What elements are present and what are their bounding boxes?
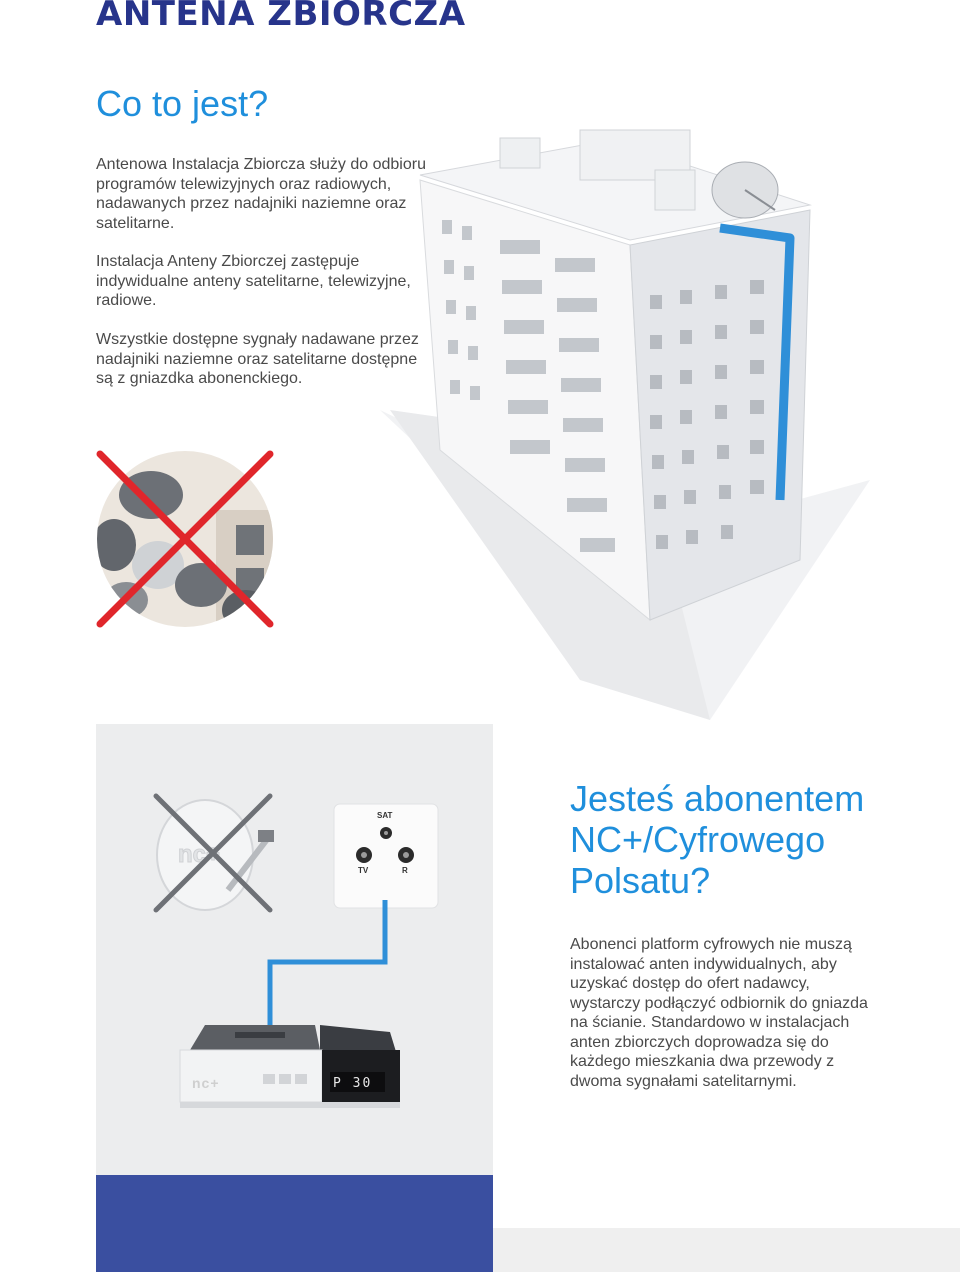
dish-brand-text: nc+ <box>178 841 221 868</box>
intro-paragraph-2: Instalacja Anteny Zbiorczej zastępuje indywidualne anteny satelitarne, telewizyjne, radiowe. <box>96 253 411 309</box>
connection-cable <box>260 895 400 1035</box>
intro-heading: Co to jest? <box>96 83 269 124</box>
receiver-display: P 30 <box>333 1076 373 1091</box>
set-top-receiver <box>175 1020 410 1115</box>
receiver-brand: nc+ <box>192 1075 220 1091</box>
socket-r-label: R <box>402 866 408 875</box>
subscriber-heading: Jesteś abonentem NC+/Cyfrowego Polsatu? <box>570 778 865 901</box>
subscriber-paragraph: Abonenci platform cyfrowych nie muszą instalować anten indywidualnych, aby uzyskać dostęp do ofert nadawcy, wystarczy podłączyć odbiornik do gniazda na ścianie. Standardowo w instalacjach anten zbiorczych doprowadza się do każdego mieszkania dwa przewody z dwoma sygnałami satelitarnymi. <box>570 936 868 1090</box>
socket-sat-label: SAT <box>377 811 393 820</box>
intro-paragraph-1: Antenowa Instalacja Zbiorcza służy do odbioru programów telewizyjnych oraz radiowych, nadawanych przez nadajniki naziemne oraz satelitarne. <box>96 156 426 232</box>
building-illustration <box>380 120 880 730</box>
gray-footer-strip <box>493 1228 960 1272</box>
socket-tv-label: TV <box>358 866 369 875</box>
blue-footer-bar <box>96 1175 493 1272</box>
page-title: ANTENA ZBIORCZA <box>96 0 466 34</box>
intro-paragraph-3: Wszystkie dostępne sygnały nadawane przez nadajniki naziemne oraz satelitarne dostępne są z gniazdka abonenckiego. <box>96 331 419 387</box>
individual-dishes-crossed-out <box>96 450 274 628</box>
